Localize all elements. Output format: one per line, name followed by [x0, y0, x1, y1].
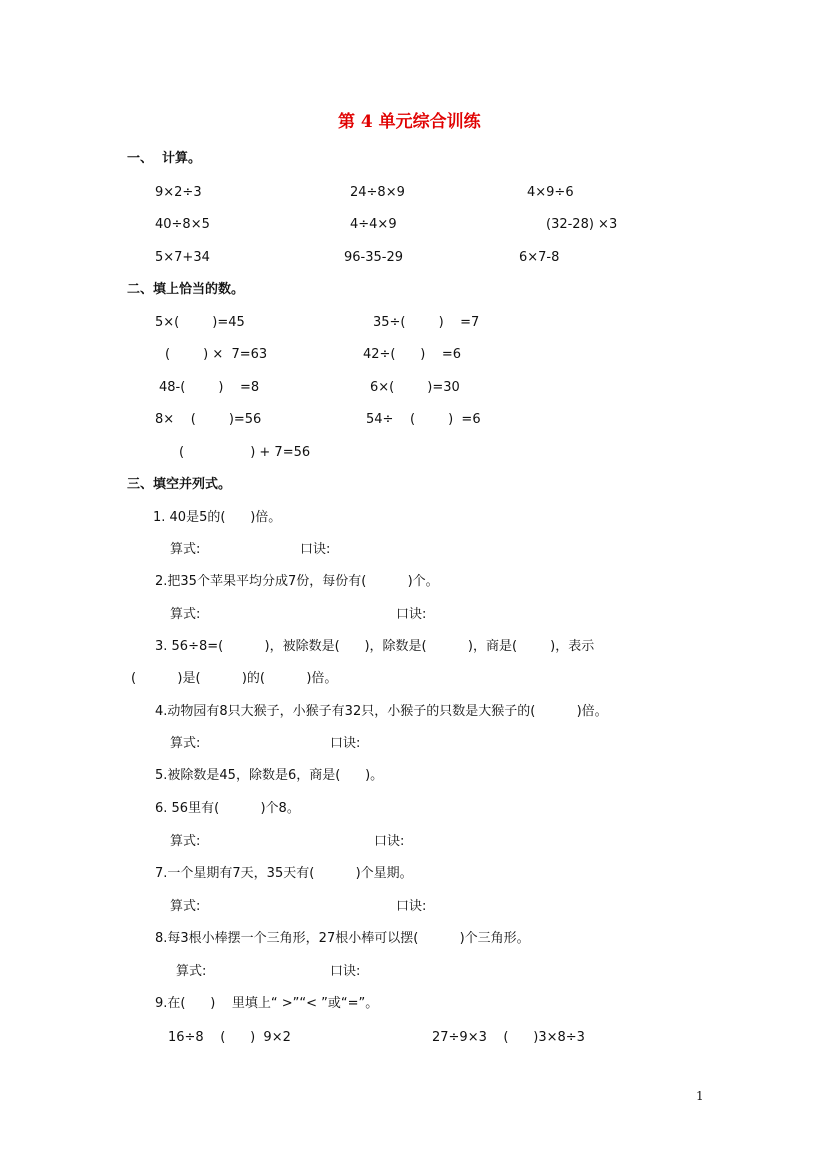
calc-1-2: 24÷8×9	[350, 185, 405, 200]
question-3-line-1: 3. 56÷8=( )，被除数是( )，除数是( )，商是( )，表示	[155, 639, 595, 654]
q6-formula-label: 算式:	[170, 834, 201, 849]
section-3-heading: 三、填空并列式。	[127, 477, 232, 492]
fill-1-1: 5×( )=45	[155, 315, 245, 330]
q1-rhyme-label: 口诀:	[300, 542, 331, 557]
q7-formula-label: 算式:	[170, 899, 201, 914]
q2-formula-label: 算式:	[170, 607, 201, 622]
calc-3-2: 96-35-29	[344, 250, 404, 265]
question-1: 1. 40是5的( )倍。	[153, 510, 282, 525]
question-6: 6. 56里有( )个8。	[155, 801, 300, 816]
section-1-heading: 一、 计算。	[127, 151, 202, 166]
q8-rhyme-label: 口诀:	[330, 964, 361, 979]
calc-1-3: 4×9÷6	[527, 185, 574, 200]
q4-rhyme-label: 口诀:	[330, 736, 361, 751]
calc-3-1: 5×7+34	[155, 250, 210, 265]
fill-4-2: 54÷ ( ) =6	[366, 412, 481, 427]
calc-3-3: 6×7-8	[519, 250, 560, 265]
calc-1-1: 9×2÷3	[155, 185, 202, 200]
calc-2-2: 4÷4×9	[350, 217, 397, 232]
q2-rhyme-label: 口诀:	[396, 607, 427, 622]
question-3-line-2: ( )是( )的( )倍。	[131, 671, 338, 686]
section-2-heading: 二、填上恰当的数。	[127, 282, 245, 297]
question-2: 2.把35个苹果平均分成7份，每份有( )个。	[155, 574, 439, 589]
fill-2-2: 42÷( ) =6	[363, 347, 462, 362]
q8-formula-label: 算式:	[176, 964, 207, 979]
fill-1-2: 35÷( ) =7	[373, 315, 480, 330]
compare-a: 16÷8 ( ) 9×2	[168, 1030, 291, 1045]
question-9: 9.在( ) 里填上“ >”“< ”或“=”。	[155, 996, 379, 1011]
page-number: 1	[696, 1089, 704, 1103]
q7-rhyme-label: 口诀:	[396, 899, 427, 914]
fill-3-1: 48-( ) =8	[159, 380, 260, 395]
fill-5: ( ) + 7=56	[179, 445, 311, 460]
q1-formula-label: 算式:	[170, 542, 201, 557]
compare-b: 27÷9×3 ( )3×8÷3	[432, 1030, 585, 1045]
fill-2-1: ( ) × 7=63	[165, 347, 268, 362]
calc-2-1: 40÷8×5	[155, 217, 210, 232]
calc-2-3: (32-28) ×3	[546, 217, 618, 232]
question-8: 8.每3根小棒摆一个三角形，27根小棒可以摆( )个三角形。	[155, 931, 530, 946]
q4-formula-label: 算式:	[170, 736, 201, 751]
question-4: 4.动物园有8只大猴子，小猴子有32只，小猴子的只数是大猴子的( )倍。	[155, 704, 608, 719]
page-title: 第 4 单元综合训练	[338, 112, 481, 132]
fill-4-1: 8× ( )=56	[155, 412, 262, 427]
question-7: 7.一个星期有7天，35天有( )个星期。	[155, 866, 413, 881]
q6-rhyme-label: 口诀:	[374, 834, 405, 849]
fill-3-2: 6×( )=30	[370, 380, 460, 395]
question-5: 5.被除数是45，除数是6，商是( )。	[155, 768, 384, 783]
